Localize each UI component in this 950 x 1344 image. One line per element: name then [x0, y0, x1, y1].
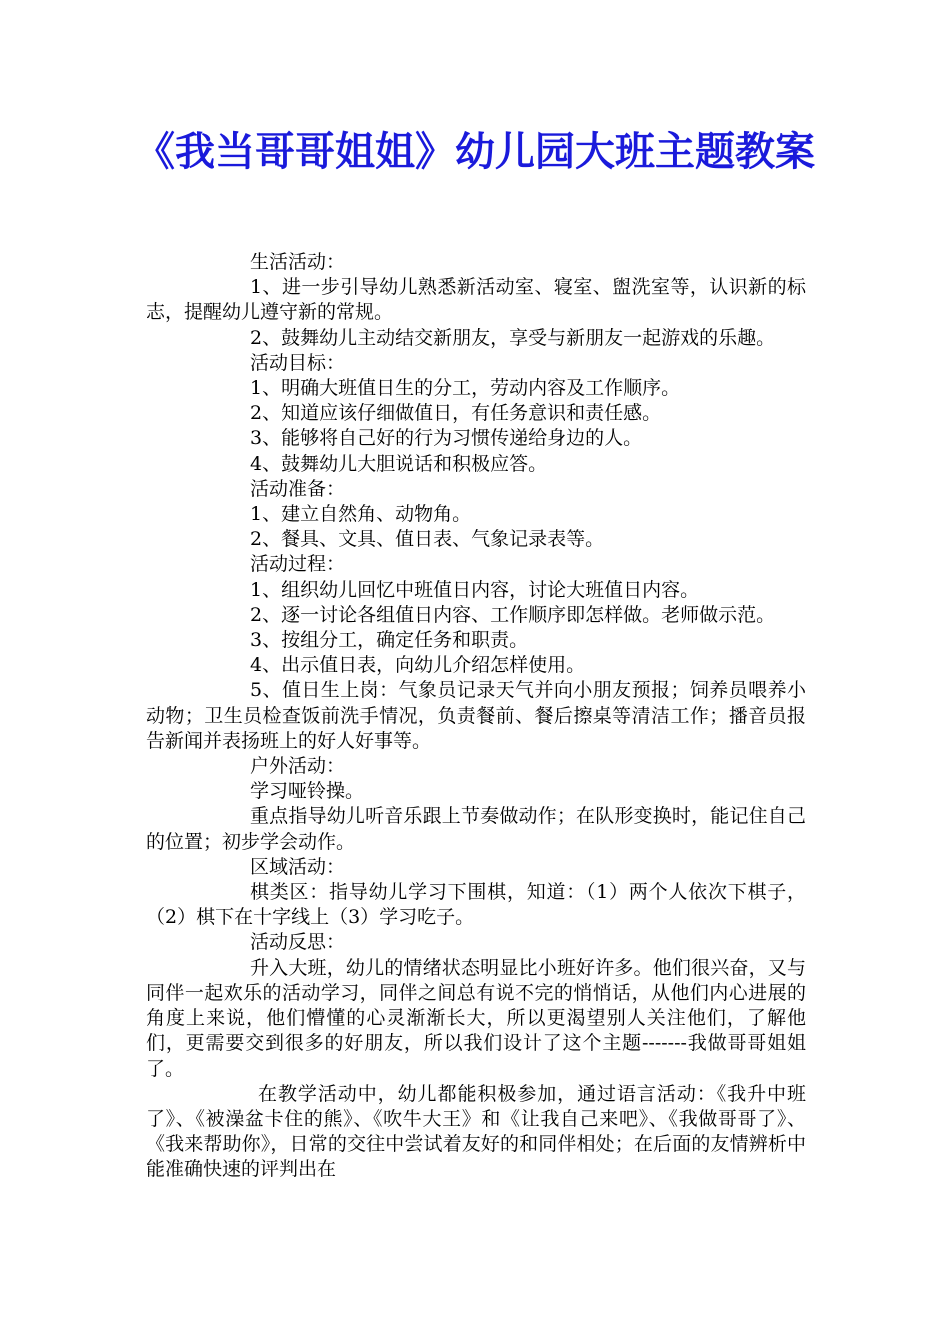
section-heading: 区域活动： — [250, 855, 346, 878]
section-heading: 活动过程： — [250, 553, 346, 576]
body-paragraph: 2、鼓舞幼儿主动结交新朋友，享受与新朋友一起游戏的乐趣。 — [250, 326, 776, 349]
body-paragraph: 2、餐具、文具、值日表、气象记录表等。 — [250, 528, 605, 551]
document-body — [146, 250, 806, 1183]
body-paragraph: 重点指导幼儿听音乐跟上节奏做动作；在队形变换时，能记住自己的位置；初步学会动作。 — [146, 805, 806, 853]
body-paragraph: 2、知道应该仔细做值日，有任务意识和责任感。 — [250, 402, 662, 425]
body-paragraph: 1、明确大班值日生的分工，劳动内容及工作顺序。 — [250, 377, 681, 400]
body-paragraph: 3、按组分工，确定任务和职责。 — [250, 629, 529, 652]
body-paragraph: 4、出示值日表，向幼儿介绍怎样使用。 — [250, 654, 586, 677]
section-heading: 活动目标： — [250, 351, 346, 374]
body-paragraph: 升入大班，幼儿的情绪状态明显比小班好许多。他们很兴奋，又与同伴一起欢乐的活动学习，同伴之间总有说不完的悄悄话，从他们内心进展的角度上来说，他们懵懂的心灵渐渐长大，所以更渴望别人关注他们，了解他们，更需要交到很多的好朋友，所以我们设计了这个主题-------我做哥哥姐姐了。 — [146, 956, 806, 1080]
body-paragraph: 1、建立自然角、动物角。 — [250, 503, 472, 526]
body-paragraph: 1、进一步引导幼儿熟悉新活动室、寝室、盥洗室等，认识新的标志，提醒幼儿遵守新的常规。 — [146, 276, 806, 324]
section-heading: 活动反思： — [250, 931, 346, 954]
section-heading: 活动准备： — [250, 477, 346, 500]
body-paragraph: 5、值日生上岗：气象员记录天气并向小朋友预报；饲养员喂养小动物；卫生员检查饭前洗手情况，负责餐前、餐后擦桌等清洁工作；播音员报告新闻并表扬班上的好人好事等。 — [146, 679, 806, 752]
body-paragraph: 学习哑铃操。 — [250, 780, 365, 803]
body-paragraph: 3、能够将自己好的行为习惯传递给身边的人。 — [250, 427, 643, 450]
body-paragraph: 2、逐一讨论各组值日内容、工作顺序即怎样做。老师做示范。 — [250, 603, 776, 626]
body-paragraph: 棋类区：指导幼儿学习下围棋，知道：（1）两个人依次下棋子，（2）棋下在十字线上（3）学习吃子。 — [146, 881, 806, 929]
body-paragraph: 4、鼓舞幼儿大胆说话和积极应答。 — [250, 452, 548, 475]
section-heading: 户外活动： — [250, 755, 346, 778]
document-title: 《我当哥哥姐姐》幼儿园大班主题教案 — [135, 128, 815, 175]
body-paragraph: 在教学活动中，幼儿都能积极参加，通过语言活动：《我升中班了》、《被澡盆卡住的熊》、《吹牛大王》和《让我自己来吧》、《我做哥哥了》、《我来帮助你》，日常的交往中尝试着友好的和同伴相处；在后面的友情辨析中能准确快速的评判出在 — [146, 1082, 806, 1181]
body-paragraph: 1、组织幼儿回忆中班值日内容，讨论大班值日内容。 — [250, 578, 700, 601]
section-heading: 生活活动： — [250, 251, 346, 273]
